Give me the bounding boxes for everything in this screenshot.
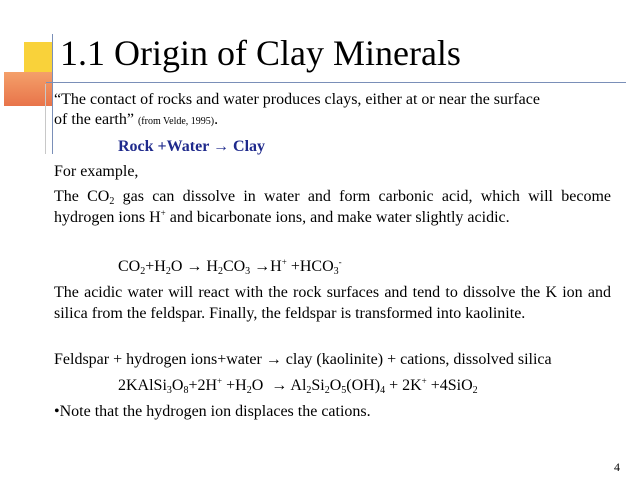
eq1-t5: CO <box>222 258 246 275</box>
eq1-t3: O <box>170 258 187 275</box>
arrow-icon: → <box>254 258 271 275</box>
eq1-s5: 3 <box>245 266 251 277</box>
arrow-icon: → <box>186 258 203 275</box>
reaction-rock-water-clay <box>118 137 265 157</box>
equation-carbonic-acid <box>118 257 342 277</box>
eq2-t2: O <box>171 377 184 394</box>
eq1-p8: - <box>338 257 342 267</box>
quote-line-2 <box>54 110 218 132</box>
eq1-s8: 3 <box>333 266 339 277</box>
quote-end: . <box>214 111 219 128</box>
citation: (from Velde, 1995) <box>137 116 215 127</box>
eq1-t1: CO <box>118 258 141 275</box>
eq2-s8: 5 <box>341 385 347 396</box>
eq1-t8: +HCO <box>286 258 334 275</box>
page-number: 4 <box>614 460 620 474</box>
slide-title: 1.1 Origin of Clay Minerals <box>60 33 461 73</box>
quote-text-2: of the earth” <box>54 111 134 128</box>
eq2-t11: +4SiO <box>426 377 473 394</box>
eq2-p10: + <box>421 376 427 386</box>
acidic-paragraph: The acidic water will react with the rock surfaces and tend to dissolve the K ion and silica from the feldspar. Finally, the feldspar is transformed into kaolinite. <box>54 284 611 322</box>
eq2-t1: 2KAlSi <box>118 377 167 394</box>
note-line: •Note that the hydrogen ion displaces the cations. <box>54 403 371 420</box>
arrow-icon: → <box>271 377 288 394</box>
eq2-s9: 4 <box>380 385 386 396</box>
reaction-left: Rock +Water <box>118 138 210 155</box>
h-plus-sup: + <box>160 207 166 218</box>
feldspar-reaction-line <box>54 350 552 370</box>
eq2-t10: + 2K <box>385 377 422 394</box>
eq1-t7: H <box>270 258 282 275</box>
eq2-t4: +H <box>222 377 247 394</box>
eq2-p3: + <box>217 376 223 386</box>
co2-text-c: and bicarbonate ions, and make water slightly acidic. <box>165 208 510 226</box>
quote-text-1: “The contact of rocks and water produces clays, either at or near the surface <box>54 91 540 108</box>
reaction-right: Clay <box>233 138 266 155</box>
feldspar-left: Feldspar + hydrogen ions+water <box>54 351 266 368</box>
decor-yellow-square <box>24 42 52 72</box>
eq1-s2: 2 <box>165 266 171 277</box>
eq1-s4: 2 <box>217 266 223 277</box>
eq2-t3: +2H <box>188 377 218 394</box>
eq2-t6: Al <box>287 377 307 394</box>
equation-kaolinite <box>118 376 478 396</box>
arrow-icon: → <box>265 351 282 368</box>
decor-horizontal-line <box>46 82 626 83</box>
eq1-p7: + <box>281 257 287 267</box>
decor-vertical-line-light <box>45 84 46 154</box>
eq1-t2: +H <box>145 258 166 275</box>
eq2-s11: 2 <box>472 385 478 396</box>
eq2-s4: 2 <box>246 385 252 396</box>
quote-line-1 <box>54 90 540 110</box>
decor-vertical-line <box>52 34 53 154</box>
eq1-t4: H <box>202 258 218 275</box>
co2-text-a: The CO <box>54 188 110 205</box>
eq2-s1: 3 <box>166 385 172 396</box>
feldspar-right: clay (kaolinite) + cations, dissolved silica <box>281 351 552 368</box>
co2-sub: 2 <box>109 196 115 207</box>
eq2-s2: 8 <box>183 385 189 396</box>
eq2-s7: 2 <box>324 385 330 396</box>
co2-text-b: gas can dissolve in water and form carbonic acid, which will become hydrogen ions H <box>54 188 611 226</box>
eq2-t5: O <box>251 377 272 394</box>
eq2-s6: 2 <box>306 385 312 396</box>
co2-paragraph <box>54 187 611 228</box>
eq1-s1: 2 <box>140 266 146 277</box>
eq2-t9: (OH) <box>346 377 381 394</box>
eq2-t8: O <box>329 377 342 394</box>
eq2-t7: Si <box>311 377 325 394</box>
for-example: For example, <box>54 163 139 180</box>
arrow-icon: → <box>213 138 230 155</box>
